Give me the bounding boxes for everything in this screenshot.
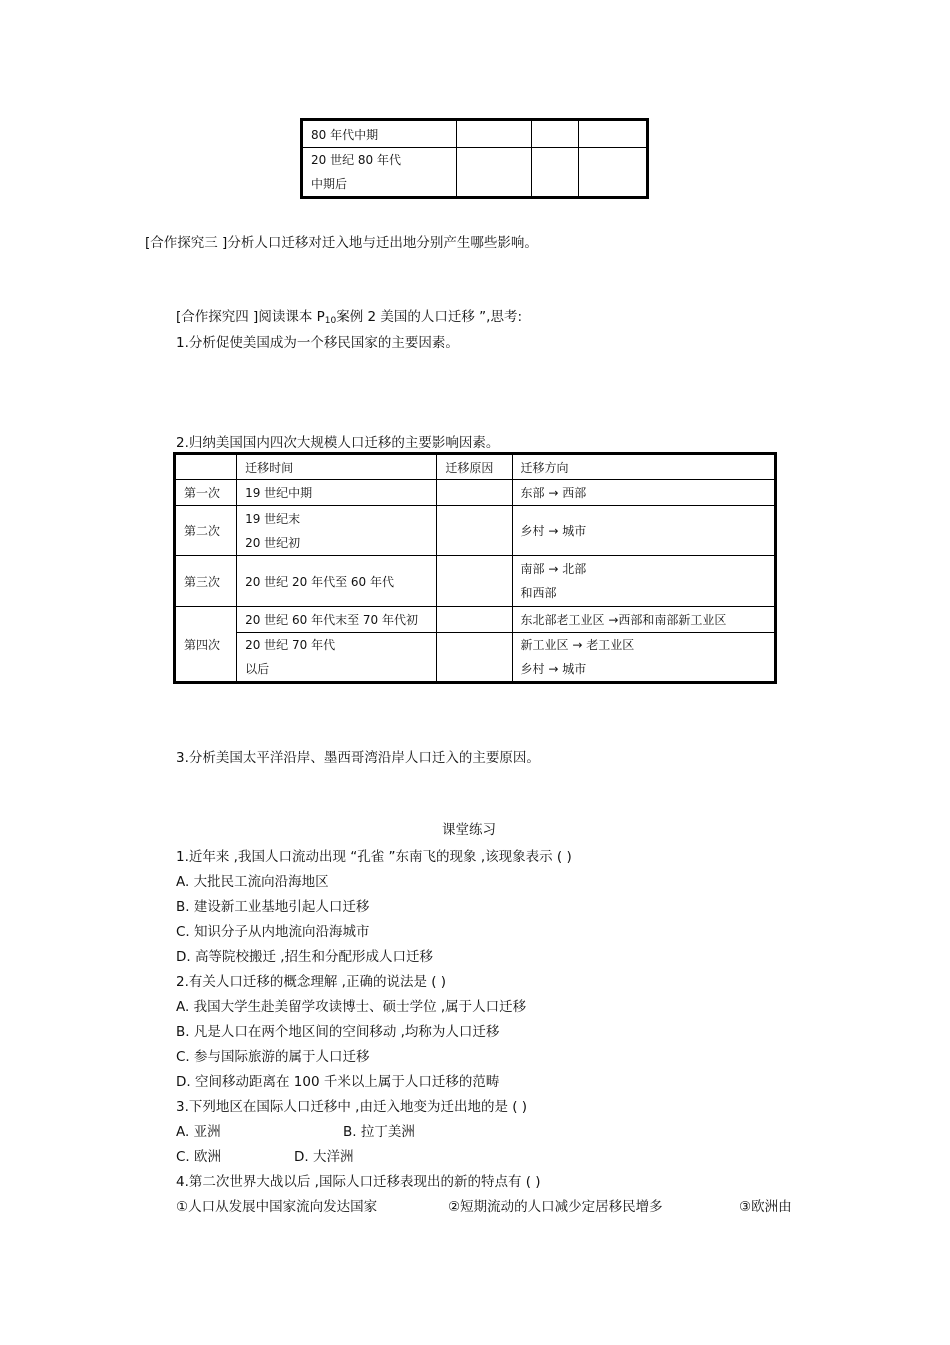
row-time: 19 世纪中期	[237, 480, 437, 506]
row-time-line: 20 世纪 70 年代	[245, 638, 336, 652]
row-direction: 东部 → 西部	[512, 480, 775, 506]
row-direction	[512, 556, 775, 607]
row-direction	[512, 633, 775, 683]
row-time	[237, 633, 437, 683]
row-time	[237, 506, 437, 556]
q4-items	[176, 1195, 792, 1220]
q4-item: ①人口从发展中国家流向发达国家	[176, 1199, 378, 1215]
explore4-prefix: [合作探究四 ]阅读课本 P	[176, 309, 325, 325]
practice-line: 4.第二次世界大战以后 ,国际人口迁移表现出的新的特点有 ( )	[176, 1174, 541, 1190]
row-label: 第四次	[175, 607, 237, 683]
table-header: 迁移方向	[512, 454, 775, 480]
practice-line: C. 知识分子从内地流向沿海城市	[176, 924, 370, 940]
row-direction-line: 乡村 → 城市	[520, 662, 587, 676]
top-table-cell	[531, 120, 578, 148]
row-direction: 东北部老工业区 →西部和南部新工业区	[512, 607, 775, 633]
table-header: 迁移原因	[437, 454, 512, 480]
top-table-row-label: 80 年代中期	[302, 120, 457, 148]
q4-item: ③欧洲由	[739, 1199, 792, 1215]
row-reason	[437, 480, 512, 506]
row-reason	[437, 506, 512, 556]
row-time: 20 世纪 20 年代至 60 年代	[237, 556, 437, 607]
explore4-q1: 1.分析促使美国成为一个移民国家的主要因素。	[176, 335, 459, 351]
table-header-blank	[175, 454, 237, 480]
top-table-cell	[578, 148, 647, 198]
row-time: 20 世纪 60 年代末至 70 年代初	[237, 607, 437, 633]
explore3-text: [合作探究三 ]分析人口迁移对迁入地与迁出地分别产生哪些影响。	[145, 235, 538, 251]
practice-line: 2.有关人口迁移的概念理解 ,正确的说法是 ( )	[176, 974, 447, 990]
practice-line: 1.近年来 ,我国人口流动出现 “孔雀 ”东南飞的现象 ,该现象表示 ( )	[176, 849, 572, 865]
row-reason	[437, 633, 512, 683]
top-table-label-line: 中期后	[311, 177, 348, 191]
option-d: D. 大洋洲	[294, 1149, 354, 1165]
row-direction-line: 新工业区 → 老工业区	[520, 638, 635, 652]
explore4-q2: 2.归纳美国国内四次大规模人口迁移的主要影响因素。	[176, 435, 500, 451]
top-table	[300, 118, 649, 199]
q3-options-row1	[176, 1120, 572, 1145]
practice-line: A. 我国大学生赴美留学攻读博士、硕士学位 ,属于人口迁移	[176, 999, 527, 1015]
option-c: C. 欧洲	[176, 1149, 222, 1165]
option-b: B. 拉丁美洲	[343, 1124, 415, 1140]
explore4-heading	[176, 305, 522, 326]
row-time-line: 20 世纪初	[245, 535, 301, 550]
practice-line: 3.下列地区在国际人口迁移中 ,由迁入地变为迁出地的是 ( )	[176, 1099, 528, 1115]
explore4-sub: 10	[324, 316, 337, 326]
practice-line: B. 凡是人口在两个地区间的空间移动 ,均称为人口迁移	[176, 1024, 500, 1040]
row-label: 第二次	[175, 506, 237, 556]
practice-line: D. 空间移动距离在 100 千米以上属于人口迁移的范畴	[176, 1074, 500, 1090]
practice-line: B. 建设新工业基地引起人口迁移	[176, 899, 370, 915]
top-table-cell	[456, 120, 531, 148]
row-direction-line: 和西部	[520, 586, 557, 600]
row-time-line: 以后	[245, 662, 270, 676]
migration-table	[173, 452, 777, 684]
row-label: 第三次	[175, 556, 237, 607]
practice-line: D. 高等院校搬迁 ,招生和分配形成人口迁移	[176, 949, 434, 965]
practice-line: A. 大批民工流向沿海地区	[176, 874, 329, 890]
row-direction-line: 南部 → 北部	[520, 562, 587, 576]
q4-item: ②短期流动的人口减少定居移民增多	[448, 1199, 663, 1215]
practice-line: C. 参与国际旅游的属于人口迁移	[176, 1049, 370, 1065]
top-table-cell	[456, 148, 531, 198]
top-table-cell	[531, 148, 578, 198]
practice-heading: 课堂练习	[442, 822, 496, 838]
top-table-cell	[578, 120, 647, 148]
row-time-line: 19 世纪末	[245, 511, 301, 526]
row-reason	[437, 607, 512, 633]
practice-lines	[176, 845, 792, 1220]
top-table-row-label	[302, 148, 457, 198]
table-header: 迁移时间	[237, 454, 437, 480]
option-a: A. 亚洲	[176, 1124, 221, 1140]
row-direction: 乡村 → 城市	[512, 506, 775, 556]
explore4-q3: 3.分析美国太平洋沿岸、墨西哥湾沿岸人口迁入的主要原因。	[176, 750, 540, 766]
row-label: 第一次	[175, 480, 237, 506]
row-reason	[437, 556, 512, 607]
explore4-suffix: 案例 2 美国的人口迁移 ”,思考:	[336, 309, 523, 325]
top-table-label-line: 20 世纪 80 年代	[311, 153, 401, 167]
q3-options-row2	[176, 1145, 572, 1170]
